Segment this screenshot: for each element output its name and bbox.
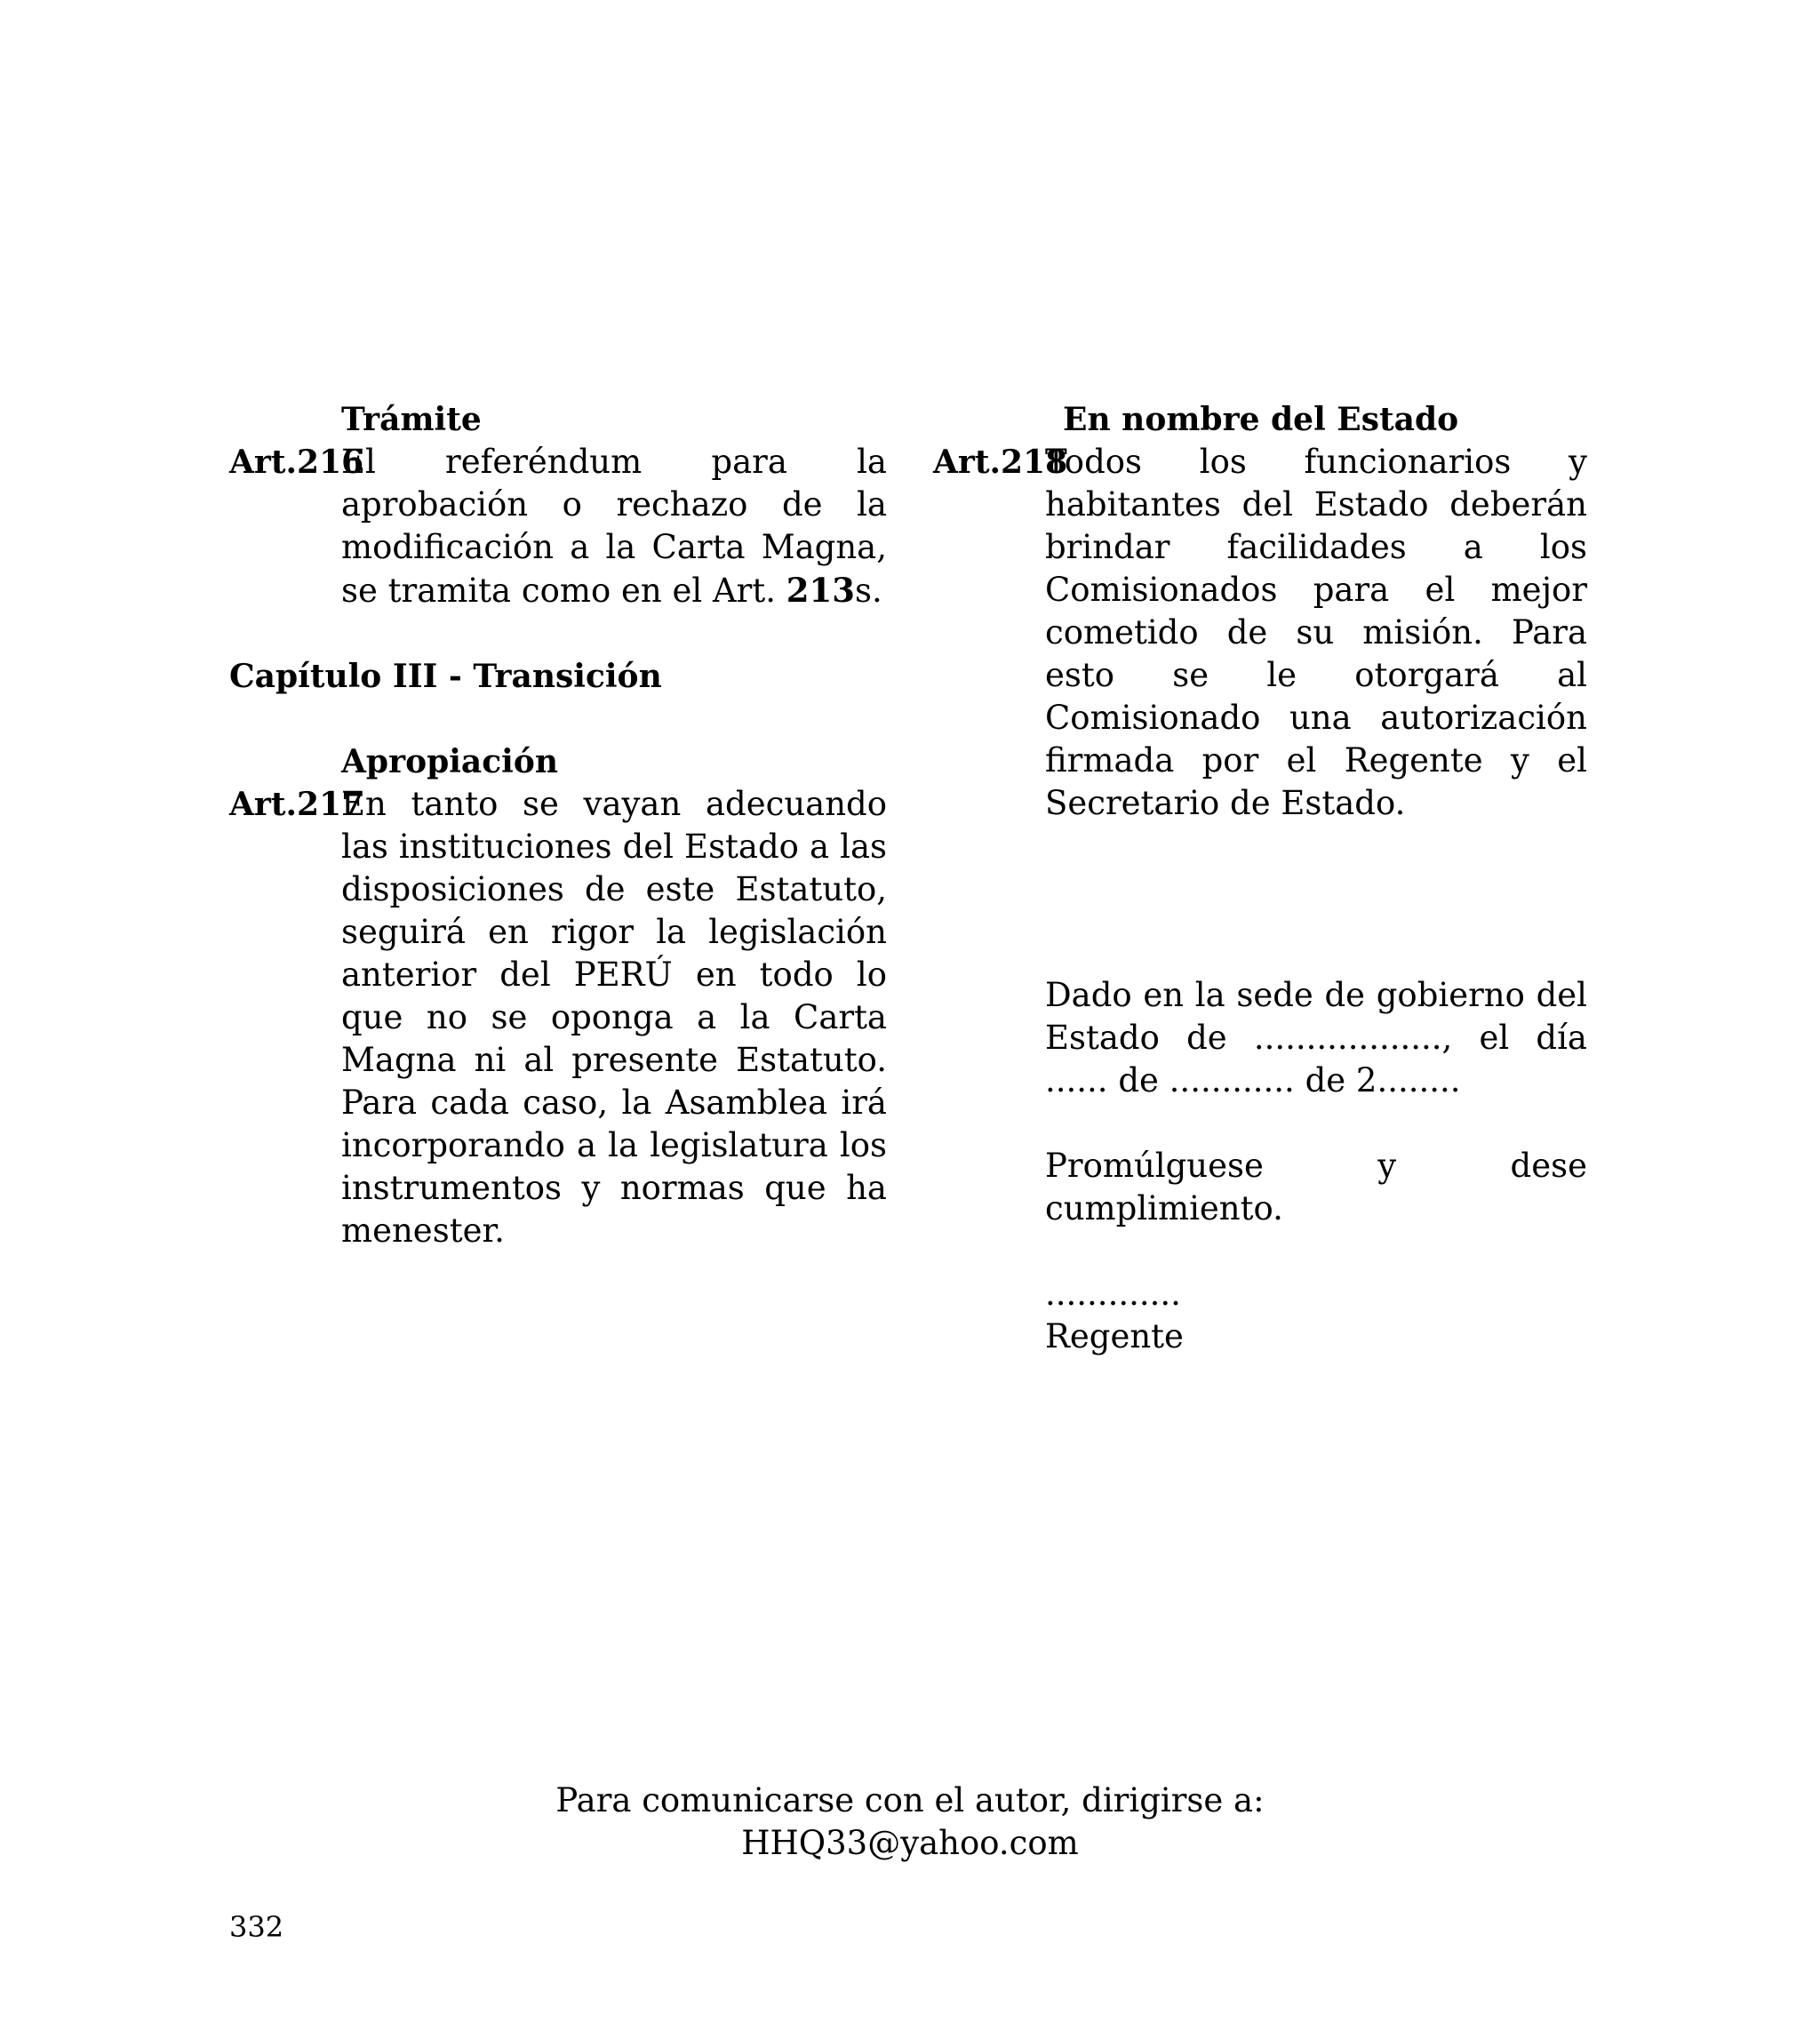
contact-email[interactable]: HHQ33@yahoo.com xyxy=(741,1824,1079,1862)
heading-apropiacion: Apropiación xyxy=(341,743,559,780)
signature-title: Regente xyxy=(1045,1317,1184,1355)
article-216-text: El referéndum para la aprobación o rechazo de la modificación a la Carta Magna, se tramita como en el Art. xyxy=(341,443,887,610)
closing-dado: Dado en la sede de gobierno del Estado de .................., el día ...... de ............ de 2........ xyxy=(1045,976,1587,1099)
article-217 xyxy=(229,783,887,1252)
page-number: 332 xyxy=(229,1910,284,1944)
article-217-number: Art.217 xyxy=(229,786,364,823)
left-column xyxy=(229,398,887,1252)
footer-contact xyxy=(0,1779,1820,1865)
article-218 xyxy=(933,441,1587,825)
closing-promulguese: Promúlguese y dese cumplimiento. xyxy=(1045,1147,1587,1227)
article-216-suffix: s. xyxy=(855,572,882,610)
signature-line: ............. xyxy=(1045,1275,1181,1313)
article-218-number: Art.218 xyxy=(933,444,1068,481)
closing-block xyxy=(1045,974,1587,1358)
right-column xyxy=(933,398,1587,825)
contact-line: Para comunicarse con el autor, dirigirse a: xyxy=(555,1781,1265,1819)
article-216-number: Art.216 xyxy=(229,444,364,481)
heading-tramite: Trámite xyxy=(341,401,482,438)
heading-en-nombre-del-estado: En nombre del Estado xyxy=(1063,401,1459,438)
article-216-reference: 213 xyxy=(786,571,855,610)
article-216 xyxy=(229,441,887,612)
article-218-text: Todos los funcionarios y habitantes del Estado deberán brindar facilidades a los Comisionados para el mejor cometido de su misión. Para esto se le otorgará al Comisionado una autorización firmada por el Regente y el Secretario de Estado. xyxy=(1045,443,1587,822)
chapter-title: Capítulo III - Transición xyxy=(229,658,662,695)
article-217-text: En tanto se vayan adecuando las instituciones del Estado a las disposiciones de este Estatuto, seguirá en rigor la legislación anterior del PERÚ en todo lo que no se oponga a la Carta Magna ni al presente Estatuto. Para cada caso, la Asamblea irá incorporando a la legislatura los instrumentos y normas que ha menester. xyxy=(341,785,887,1250)
